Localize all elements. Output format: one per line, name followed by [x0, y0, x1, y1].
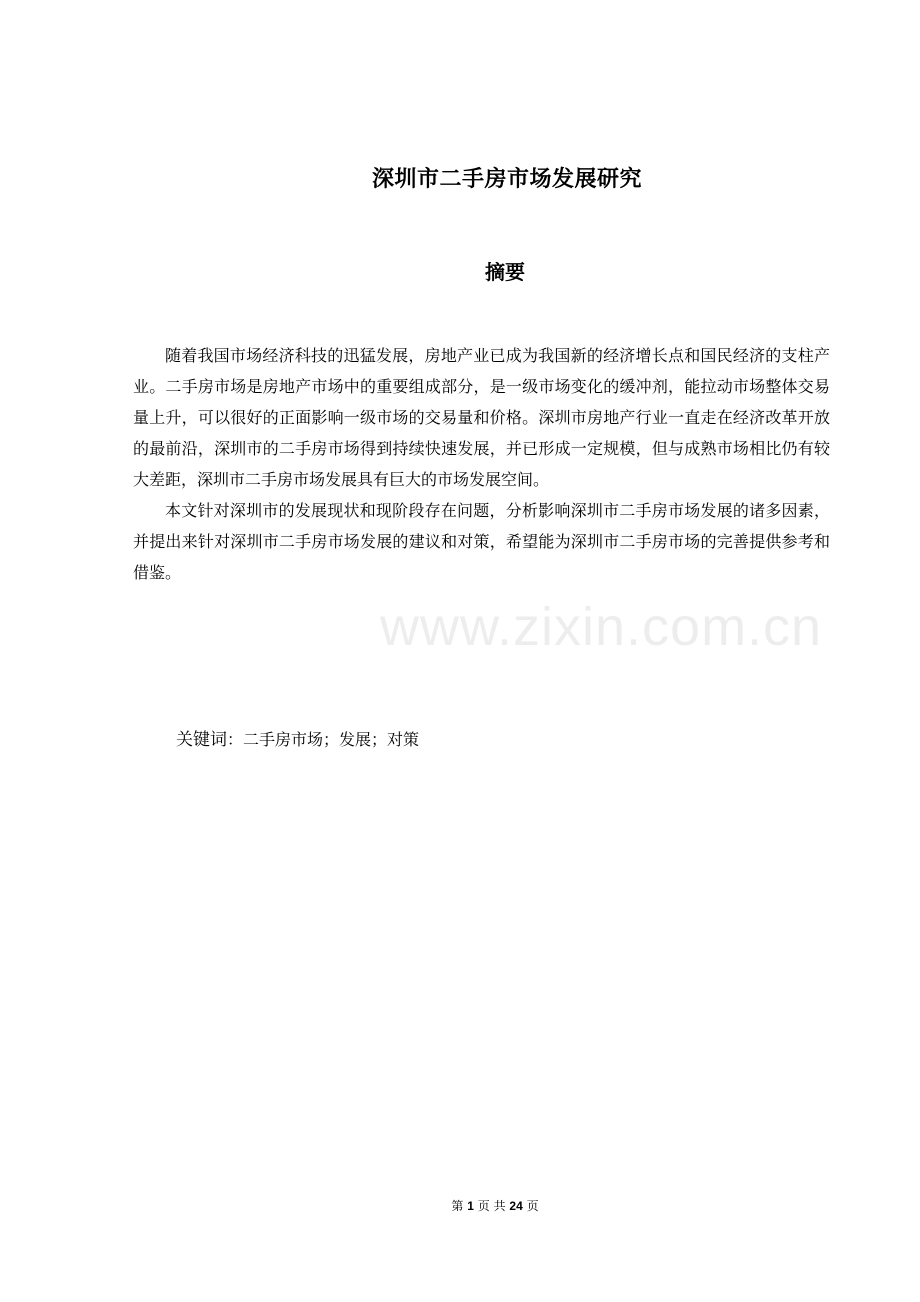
footer-middle: 页 共	[477, 1199, 506, 1213]
abstract-body	[133, 340, 830, 588]
abstract-paragraph-2: 本文针对深圳市的发展现状和现阶段存在问题，分析影响深圳市二手房市场发展的诸多因素，并提出来针对深圳市二手房市场发展的建议和对策，希望能为深圳市二手房市场的完善提供参考和借鉴。	[133, 501, 830, 582]
keywords-line	[176, 726, 419, 754]
footer-suffix: 页	[526, 1199, 539, 1213]
keywords-colon: ：	[227, 730, 244, 749]
abstract-paragraph-1: 随着我国市场经济科技的迅猛发展，房地产业已成为我国新的经济增长点和国民经济的支柱产业。二手房市场是房地产市场中的重要组成部分，是一级市场变化的缓冲剂，能拉动市场整体交易量上升，可以很好的正面影响一级市场的交易量和价格。深圳市房地产行业一直走在经济改革开放的最前沿，深圳市的二手房市场得到持续快速发展，并已形成一定规模，但与成熟市场相比仍有较大差距，深圳市二手房市场发展具有巨大的市场发展空间。	[133, 346, 830, 489]
footer-total-pages: 24	[509, 1199, 523, 1213]
footer-prefix: 第	[451, 1199, 464, 1213]
keywords-label: 关键词	[176, 730, 227, 750]
document-title: 深圳市二手房市场发展研究	[371, 167, 642, 192]
abstract-heading: 摘要	[485, 260, 525, 284]
keywords-value: 二手房市场；发展；对策	[243, 730, 420, 749]
page-footer	[0, 1196, 920, 1216]
footer-current-page: 1	[467, 1199, 474, 1213]
watermark-text: www.zixin.com.cn	[380, 597, 823, 657]
